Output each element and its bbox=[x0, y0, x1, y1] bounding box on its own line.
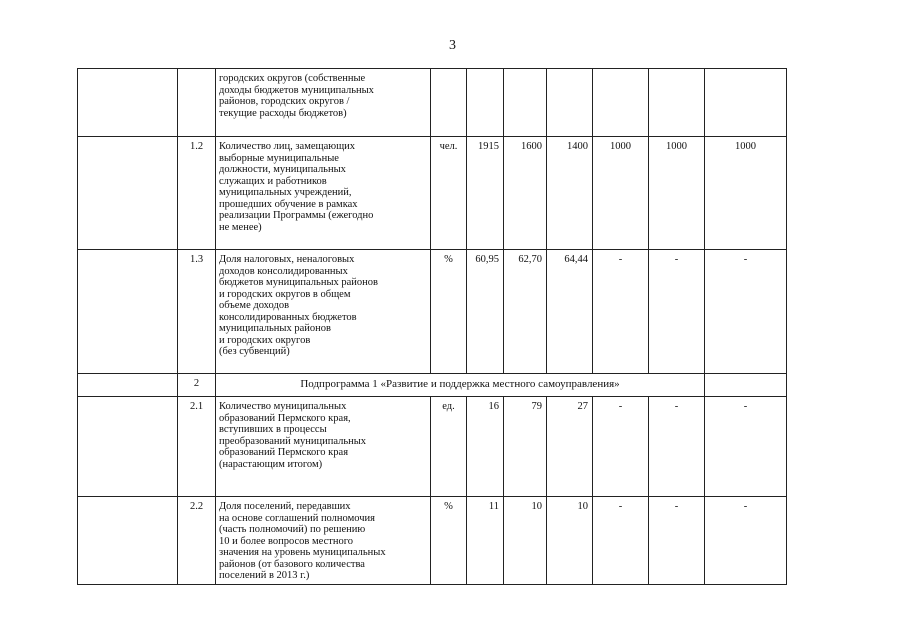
indicator-name-line: и городских округов bbox=[219, 334, 311, 346]
value-cell-v2: 79 bbox=[504, 397, 547, 497]
indicator-name-line: реализации Программы (ежегодно bbox=[219, 210, 374, 221]
indicator-name bbox=[216, 69, 431, 137]
value-cell-v3: 1400 bbox=[547, 137, 593, 250]
indicator-name-line: Количество лиц, замещающих bbox=[219, 141, 356, 152]
indicator-name-line: бюджетов муниципальных районов bbox=[219, 277, 378, 288]
page-number: 3 bbox=[449, 38, 456, 53]
indicator-name bbox=[216, 397, 431, 497]
indicator-name-line: доходы бюджетов муниципальных bbox=[219, 84, 374, 96]
value-cell-v5: 1000 bbox=[649, 137, 705, 250]
table-row bbox=[78, 250, 787, 374]
value-cell-v5: - bbox=[649, 397, 705, 497]
value-cell-v6: - bbox=[705, 397, 787, 497]
indicator-name-line: (нарастающим итогом) bbox=[219, 458, 323, 470]
value-cell-v3 bbox=[547, 69, 593, 137]
value-cell-v4: 1000 bbox=[593, 137, 649, 250]
value-cell-v2: 1600 bbox=[504, 137, 547, 250]
indicator-name-line: на основе соглашений полномочия bbox=[219, 512, 375, 524]
blank-cell bbox=[78, 497, 178, 585]
indicator-name-line: текущие расходы бюджетов) bbox=[219, 107, 347, 119]
indicator-name-line: объеме доходов bbox=[219, 300, 290, 311]
row-number: 2.2 bbox=[178, 497, 216, 585]
indicator-name-line: образований Пермского края, bbox=[219, 412, 351, 424]
value-cell-v3: 64,44 bbox=[547, 250, 593, 374]
indicator-name-line: доходов консолидированных bbox=[219, 265, 348, 277]
subprogram-row bbox=[78, 374, 787, 397]
row-number: 2 bbox=[178, 374, 216, 397]
indicator-name-line: поселений в 2013 г.) bbox=[219, 570, 310, 581]
value-cell-v4: - bbox=[593, 397, 649, 497]
value-cell-v6 bbox=[705, 69, 787, 137]
value-cell-v1: 60,95 bbox=[467, 250, 504, 374]
empty-cell bbox=[705, 374, 787, 397]
value-cell-v2: 62,70 bbox=[504, 250, 547, 374]
indicator-name-line: вступивших в процессы bbox=[219, 424, 327, 435]
unit-cell: чел. bbox=[431, 137, 467, 250]
indicator-name-line: Доля налоговых, неналоговых bbox=[219, 254, 355, 265]
value-cell-v4: - bbox=[593, 497, 649, 585]
value-cell-v2 bbox=[504, 69, 547, 137]
value-cell-v5: - bbox=[649, 250, 705, 374]
subprogram-title: Подпрограмма 1 «Развитие и поддержка местного самоуправления» bbox=[216, 374, 705, 397]
indicator-name-line: районов (от базового количества bbox=[219, 558, 365, 570]
row-number: 2.1 bbox=[178, 397, 216, 497]
value-cell-v3: 27 bbox=[547, 397, 593, 497]
indicator-name-line: (без субвенций) bbox=[219, 346, 290, 357]
value-cell-v4: - bbox=[593, 250, 649, 374]
indicator-name-line: Количество муниципальных bbox=[219, 401, 347, 412]
row-number: 1.3 bbox=[178, 250, 216, 374]
indicator-name-line: консолидированных бюджетов bbox=[219, 311, 357, 323]
blank-cell bbox=[78, 137, 178, 250]
indicator-name bbox=[216, 137, 431, 250]
value-cell-v1: 1915 bbox=[467, 137, 504, 250]
value-cell-v1: 11 bbox=[467, 497, 504, 585]
indicator-name bbox=[216, 250, 431, 374]
unit-cell bbox=[431, 69, 467, 137]
value-cell-v6: - bbox=[705, 250, 787, 374]
indicator-name-line: и городских округов в общем bbox=[219, 288, 351, 300]
indicator-name-line: не менее) bbox=[219, 221, 262, 233]
indicator-name-line: служащих и работников bbox=[219, 175, 327, 187]
indicator-name bbox=[216, 497, 431, 585]
unit-cell: ед. bbox=[431, 397, 467, 497]
indicator-name-line: образований Пермского края bbox=[219, 447, 349, 458]
value-cell-v3: 10 bbox=[547, 497, 593, 585]
indicator-name-line: муниципальных районов bbox=[219, 323, 331, 334]
table-row bbox=[78, 137, 787, 250]
indicator-name-line: 10 и более вопросов местного bbox=[219, 535, 353, 547]
indicator-name-line: должности, муниципальных bbox=[219, 164, 346, 175]
unit-cell: % bbox=[431, 497, 467, 585]
indicator-name-line: муниципальных учреждений, bbox=[219, 187, 352, 198]
value-cell-v5: - bbox=[649, 497, 705, 585]
indicator-name-line: городских округов (собственные bbox=[219, 73, 366, 84]
indicator-name-line: выборные муниципальные bbox=[219, 152, 339, 164]
table-row bbox=[78, 397, 787, 497]
row-number: 1.2 bbox=[178, 137, 216, 250]
indicators-table bbox=[77, 68, 787, 585]
value-cell-v2: 10 bbox=[504, 497, 547, 585]
indicator-name-line: значения на уровень муниципальных bbox=[219, 547, 386, 558]
value-cell-v6: - bbox=[705, 497, 787, 585]
value-cell-v1 bbox=[467, 69, 504, 137]
indicator-name-line: (часть полномочий) по решению bbox=[219, 524, 366, 535]
indicator-name-line: Доля поселений, передавших bbox=[219, 501, 351, 512]
table-row bbox=[78, 69, 787, 137]
value-cell-v1: 16 bbox=[467, 397, 504, 497]
unit-cell: % bbox=[431, 250, 467, 374]
blank-cell bbox=[78, 69, 178, 137]
value-cell-v4 bbox=[593, 69, 649, 137]
indicator-name-line: преобразований муниципальных bbox=[219, 435, 367, 447]
value-cell-v6: 1000 bbox=[705, 137, 787, 250]
table-row bbox=[78, 497, 787, 585]
indicator-name-line: районов, городских округов / bbox=[219, 96, 350, 107]
row-number bbox=[178, 69, 216, 137]
blank-cell bbox=[78, 397, 178, 497]
blank-cell bbox=[78, 374, 178, 397]
blank-cell bbox=[78, 250, 178, 374]
value-cell-v5 bbox=[649, 69, 705, 137]
indicator-name-line: прошедших обучение в рамках bbox=[219, 198, 358, 210]
